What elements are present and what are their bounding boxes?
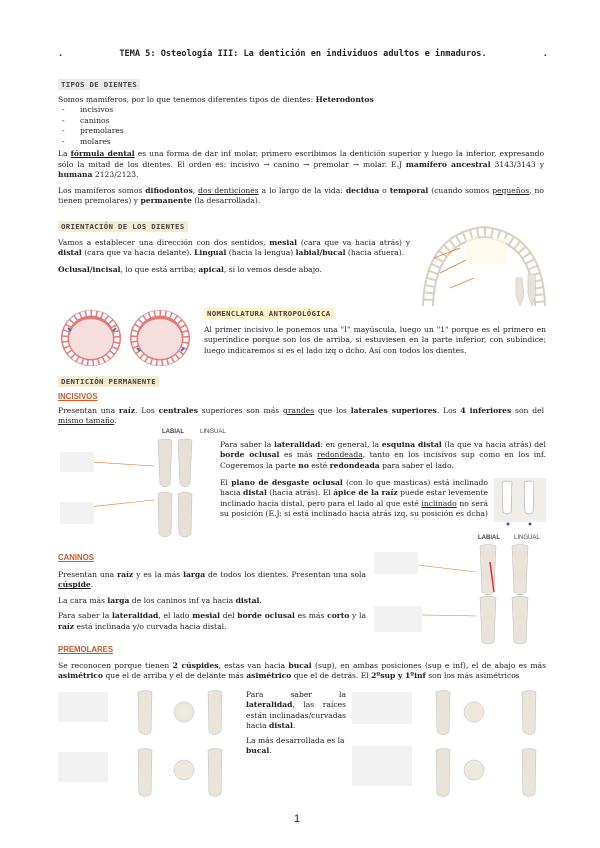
section-nomenclatura-heading: [204, 309, 334, 319]
canine-figure: [372, 534, 548, 646]
section-nomenclatura-body: [204, 325, 546, 356]
section-tipos-body: [58, 95, 544, 207]
paragraph-desgaste: El plano de desgaste oclusal (con lo que masticas) está inclinado hacia distal (hacia atrás). El ápice de la raíz puede estar levemente inclinado hacia distal, pero para el lado al que esté inclinado no será su posición (E.J: si está inclinado hacia atrás izq, su posición es dcha): [220, 478, 488, 519]
premolar-illustration-right: [352, 686, 548, 802]
list-item: - premolares: [58, 126, 544, 136]
label-lingual: LINGUAL: [514, 535, 540, 541]
paragraph: Al primer incisivo le ponemos una "I" mayúscula, luego un "1" porque es el primero en superíndice porque son los de arriba, si estuviesen en la parte inferior, con subíndice; luego indicaremos si es el lado izq o dcho. Así con todos los dientes.: [204, 325, 546, 355]
label-lingual: LINGUAL: [200, 429, 226, 435]
page-title: [58, 49, 548, 61]
label-labial: LABIAL: [162, 429, 184, 435]
subheading-incisivos: INCISIVOS: [58, 392, 98, 401]
heading-text: TIPOS DE DIENTES: [58, 79, 140, 90]
label-labial: LABIAL: [478, 535, 500, 541]
paragraph: Somos mamíferos, por lo que tenemos diferentes tipos de dientes: Heterodontos: [58, 95, 374, 104]
heading-text: NOMENCLATURA ANTROPOLÓGICA: [204, 308, 334, 319]
jaws-figure: [58, 308, 194, 368]
incisor-photo: [494, 478, 546, 526]
list-item: - molares: [58, 137, 544, 147]
list-item: - caninos: [58, 116, 544, 126]
paragraph: Presentan una raíz y es la más larga de todos los dientes. Presentan una sola cúspide.: [58, 570, 366, 590]
premolar-figure-left: [58, 686, 244, 802]
title-dot-left: .: [58, 49, 64, 59]
paragraph-premolares: Se reconocen porque tienen 2 cúspides, estas van hacia bucal (sup), en ambas posiciones (sup e inf), el de abajo es más asimétrico que el de arriba y el de delante más asimétrico que el de detrás. El 2ºsup y 1ºinf son los más asimétricos: [58, 661, 546, 681]
incisor-illustration: [58, 436, 218, 540]
dental-arch-illustration: [420, 218, 548, 310]
paragraph-incisivos: Presentan una raíz. Los centrales superiores son más grandes que los laterales superiores. Los 4 inferiores son del mismo tamaño.: [58, 406, 545, 426]
heading-text: ORIENTACIÓN DE LOS DIENTES: [58, 221, 188, 232]
title-dot-right: .: [542, 49, 548, 59]
section-caninos-body: [58, 570, 366, 632]
premolar-illustration: [58, 686, 244, 802]
section-tipos-heading: [58, 80, 140, 90]
paragraph-difiodontos: Los mamíferos somos difiodontos, dos denticiones a lo largo de la vida: decidua o temporal (cuando somos pequeños, no tienen premolares) y permanente (la desarrollada).: [58, 185, 544, 206]
teeth-type-list: [58, 105, 544, 147]
section-orientacion-body: [58, 238, 410, 275]
dental-arch-figure: [420, 218, 548, 310]
paragraph-lateralidad-incisivos: Para saber la lateralidad: en general, la esquina distal (la que va hacia atrás) del borde oclusal es más redondeada, tanto en los incisivos sup como en los inf. Cogeremos la parte no esté redondeada para saber el lado.: [220, 440, 546, 470]
paragraph: La más desarrollada es la bucal.: [246, 735, 345, 756]
incisor-figure: [58, 428, 226, 540]
paragraph: La cara más larga de los caninos inf va hacia distal.: [58, 595, 262, 605]
section-permanente-heading: [58, 377, 159, 387]
premolar-notes: [246, 690, 346, 757]
premolar-figure-right: [352, 686, 548, 802]
subheading-premolares: PREMOLARES: [58, 645, 114, 654]
paragraph: Oclusal/incisal, lo que está arriba; apical, si lo vemos desde abajo.: [58, 264, 322, 274]
title-text: TEMA 5: Osteología III: La dentición en individuos adultos e inmaduros.: [119, 49, 487, 59]
page-number: 1: [294, 813, 301, 825]
paragraph-formula: La fórmula dental es una forma de dar inf molar, primero escribimos la dentición superior y luego la inferior, expresando sólo la mitad de los dientes. El orden es: incisivo → canino → premolar → molar. E.J mamífero ancestral 3143/3143 y humana 2123/2123.: [58, 149, 545, 180]
jaws-illustration: [58, 308, 194, 368]
list-item: - incisivos: [58, 105, 544, 115]
paragraph: Para saber la lateralidad, el lado mesial del borde oclusal es más corto y la raíz está inclinada y/o curvada hacia distal.: [58, 611, 367, 631]
section-orientacion-heading: [58, 222, 188, 232]
paragraph: Vamos a establecer una dirección con dos sentidos, mesial (cara que va hacia atrás) y distal (cara que va hacia delante). Lingual (hacia la lengua) labial/bucal (hacia afuera).: [58, 238, 410, 258]
subheading-caninos: CANINOS: [58, 553, 94, 562]
paragraph: Para saber la lateralidad, las raíces están inclinadas/curvadas hacia distal.: [246, 690, 346, 731]
canine-illustration: [372, 542, 548, 646]
heading-text: DENTICIÓN PERMANENTE: [58, 376, 159, 387]
